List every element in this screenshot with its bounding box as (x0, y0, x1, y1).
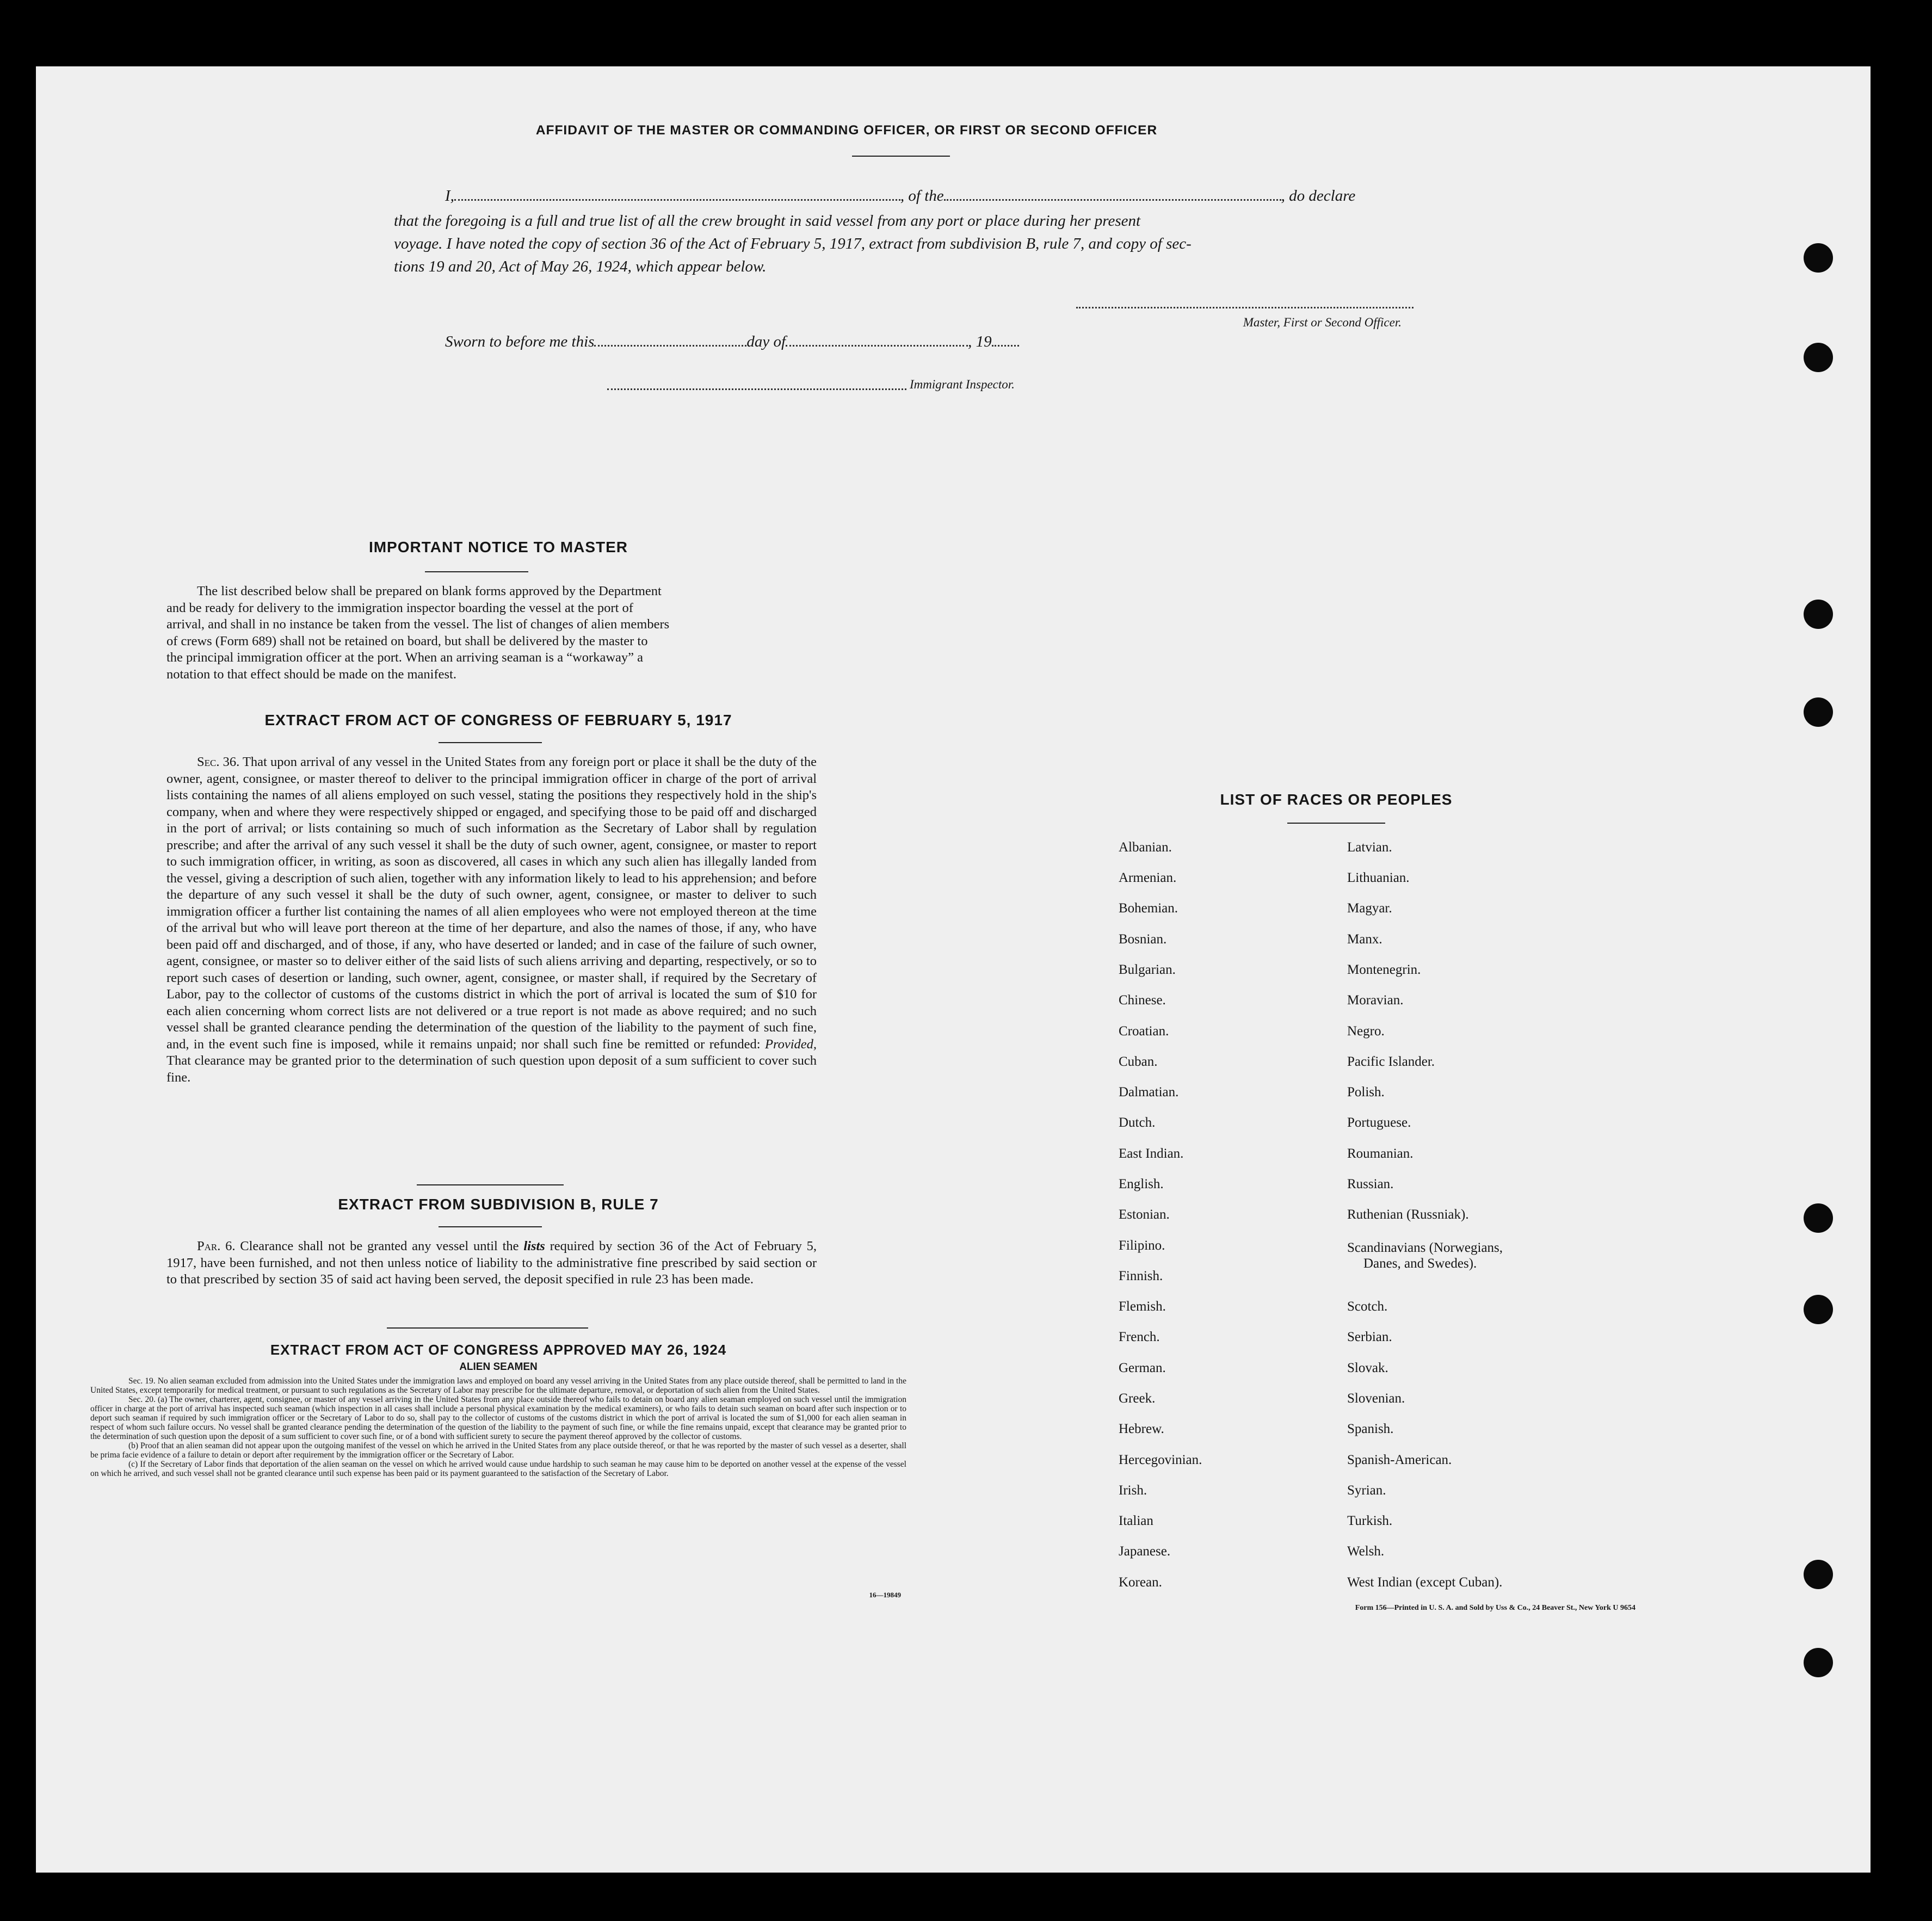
race-right-item: Moravian. (1347, 993, 1404, 1008)
act-1924-sec20a: Sec. 20. (a) The owner, charterer, agent, consignee, or master of any vessel arriving in the United States from any place outside thereof who fails to detain on board any alien seaman employed on such vessel until the immigration officer in charge at the port of arrival has inspected such seaman (which inspection in all cases shall include a personal physical examination by the medical examiners), or who fails to detain such seaman on board after such inspection or to deport such seaman if required by such immigration officer or the Secretary of Labor to do so, shall pay to the collector of customs of the customs district in which the port of arrival is located the sum of $1,000 for each alien seaman in respect of whom such failure occurs. No vessel shall be granted clearance pending the determination of the question of the liability to the payment of such fine, or while the fine remains unpaid, except that clearance may be granted prior to the determination of such question upon the deposit of a sum sufficient to cover such fine, or of a bond with sufficient surety to secure the payment thereof approved by the collector of customs. (90, 1395, 906, 1441)
race-right-item: West Indian (except Cuban). (1347, 1575, 1503, 1590)
punch-hole (1804, 243, 1833, 273)
rule7-text-before: Clearance shall not be granted any vessel until the (240, 1239, 519, 1253)
punch-hole (1804, 1648, 1833, 1677)
race-left-item: French. (1119, 1330, 1160, 1344)
race-right-item: Russian. (1347, 1177, 1394, 1191)
rule7-lists-word: lists (523, 1239, 545, 1253)
rule7-top-divider (417, 1184, 564, 1185)
race-left-item: Filipino. (1119, 1238, 1165, 1253)
title-underline (852, 156, 950, 157)
race-right-item: Latvian. (1347, 840, 1392, 855)
affidavit-of-the: , of the (900, 187, 944, 205)
act-1917-underline (439, 742, 542, 743)
act-1917-body: That upon arrival of any vessel in the United States from any foreign port or place it shall be the duty of the owner, agent, consignee, or master thereof to deliver to the principal immigration officer in charge of the port of arrival lists containing the names of all aliens employed on such vessel, stating the positions they respectively hold in the ship's company, when and where they were respectively shipped or engaged, and specifying those to be paid off and discharged in the port of arrival; or lists containing so much of such information as the Secretary of Labor shall by regulation prescribe; and after the arrival of any such vessel it shall be the duty of such owner, agent, consignee, or master to report to such immigration officer, in writing, as soon as discovered, all cases in which any such alien has illegally landed from the vessel, giving a description of such alien, together with any information likely to lead to his apprehension; and before the departure of any such vessel it shall be the duty of such owner, agent, consignee, or master to deliver to such immigration officer a further list containing the names of all alien employees who were not employed thereon at the time of the arrival but who will leave port thereon at the time of her departure, and also the names of those, if any, who have been paid off and discharged, and of those, if any, who have deserted or landed; and in case of the failure of such owner, agent, consignee, or master so to deliver either of the said lists of such aliens arriving and departing, respectively, or so to report such cases of desertion or landing, such owner, agent, consignee, or master shall, if required by the Secretary of Labor, pay to the collector of customs of the customs district in which the port of arrival is located the sum of $10 for each alien concerning whom correct lists are not delivered or a true report is not made as above required; and no such vessel shall be granted clearance pending the determination of the question of the liability to the payment of such fine, and, in the event such fine is imposed, while it remains unpaid; nor shall such fine be remitted or refunded: (166, 755, 817, 1052)
affidavit-line-2: that the foregoing is a full and true list of all the crew brought in said vessel from any port or place during her present (394, 212, 1141, 230)
race-left-item: Japanese. (1119, 1544, 1171, 1559)
affidavit-declaration-line (445, 187, 1452, 205)
inspector-caption: Immigrant Inspector. (910, 378, 1015, 391)
race-left-item: Irish. (1119, 1483, 1147, 1498)
act-1924-sec20c: (c) If the Secretary of Labor finds that deportation of the alien seaman on the vessel on which he arrived would cause undue hardship to such seaman he may cause him to be deported on another vessel at the expense of the vessel on which he arrived, and such vessel shall not be granted clearance until such expense has been paid or its payment guaranteed to the satisfaction of the Secretary of Labor. (90, 1460, 906, 1478)
race-left-item: Bulgarian. (1119, 962, 1176, 977)
race-left-item: Estonian. (1119, 1207, 1170, 1222)
race-right-item: Montenegrin. (1347, 962, 1421, 977)
rule7-par-label: Par. 6. (197, 1239, 236, 1253)
notice-line: The list described below shall be prepared on blank forms approved by the Department (197, 584, 662, 598)
print-code: 16—19849 (869, 1591, 901, 1599)
affidavit-declare: , do declare (1281, 187, 1356, 205)
affidavit-i: I, (445, 187, 454, 205)
act-1924-top-divider (387, 1327, 588, 1329)
race-left-item: Bosnian. (1119, 932, 1167, 947)
notice-line: arrival, and shall in no instance be taken from the vessel. The list of changes of alien members (166, 617, 670, 632)
notice-body (166, 583, 817, 683)
race-left-item: Italian (1119, 1514, 1153, 1528)
notice-title: IMPORTANT NOTICE TO MASTER (368, 539, 628, 555)
race-right-item: Turkish. (1347, 1514, 1393, 1528)
sworn-month-blank[interactable] (786, 333, 968, 347)
inspector-signature-line[interactable] (607, 388, 906, 390)
rule7-text (166, 1238, 817, 1288)
race-left-item: German. (1119, 1361, 1166, 1375)
race-left-item: Croatian. (1119, 1024, 1169, 1039)
act-1924-sec20b: (b) Proof that an alien seaman did not appear upon the outgoing manifest of the vessel on which he arrived in the United States from any place outside thereof, or that he was reported by the master of such vessel as a deserter, shall be prima facie evidence of a failure to detain or deport after requirement by the immigration officer or the Secretary of Labor. (90, 1441, 906, 1460)
race-right-item: Portuguese. (1347, 1115, 1411, 1130)
sworn-year-blank[interactable] (992, 333, 1019, 347)
race-right-item: Welsh. (1347, 1544, 1385, 1559)
race-left-item: Bohemian. (1119, 901, 1178, 916)
races-underline (1287, 823, 1385, 824)
race-left-item: Armenian. (1119, 870, 1177, 885)
notice-line: and be ready for delivery to the immigration inspector boarding the vessel at the port of (166, 600, 633, 615)
race-left-item: Finnish. (1119, 1269, 1163, 1283)
notice-line: of crews (Form 689) shall not be retained on board, but shall be delivered by the master to (166, 633, 648, 648)
race-right-item: Manx. (1347, 932, 1382, 947)
punch-hole (1804, 1295, 1833, 1324)
master-signature-line[interactable] (1076, 307, 1413, 308)
act-1917-proviso-text: That clearance may be granted prior to the determination of such question upon deposit of a sum sufficient to cover such fine. (166, 1053, 817, 1085)
act-1917-text (166, 754, 817, 1086)
race-right-item: Negro. (1347, 1024, 1385, 1039)
race-left-item: Korean. (1119, 1575, 1162, 1590)
race-left-item: East Indian. (1119, 1146, 1184, 1161)
race-left-item: English. (1119, 1177, 1164, 1191)
race-right-item: Serbian. (1347, 1330, 1392, 1344)
race-left-item: Dutch. (1119, 1115, 1156, 1130)
sworn-prefix: Sworn to before me this (445, 333, 595, 350)
race-right-item: Spanish-American. (1347, 1453, 1452, 1467)
vessel-blank[interactable] (944, 187, 1281, 201)
notice-line: the principal immigration officer at the port. When an arriving seaman is a “workaway” a (166, 650, 644, 665)
race-left-item: Cuban. (1119, 1054, 1158, 1069)
rule7-underline (439, 1226, 542, 1227)
race-right-item: Pacific Islander. (1347, 1054, 1435, 1069)
punch-hole (1804, 1560, 1833, 1589)
race-left-item: Hebrew. (1119, 1422, 1164, 1436)
affidavit-line-4: tions 19 and 20, Act of May 26, 1924, which appear below. (394, 258, 767, 275)
race-right-item: Magyar. (1347, 901, 1392, 916)
affidavit-line-3: voyage. I have noted the copy of section 36 of the Act of February 5, 1917, extract from subdivision B, rule 7, and copy of sec- (394, 235, 1192, 252)
notice-underline (425, 571, 528, 572)
race-right-item: Slovenian. (1347, 1391, 1405, 1406)
form-footer: Form 156—Printed in U. S. A. and Sold by Uss & Co., 24 Beaver St., New York U 9654 (1355, 1604, 1635, 1612)
act-1917-proviso-label: Provided, (764, 1036, 817, 1052)
act-1917-section-label: Sec. 36. (197, 755, 240, 769)
act-1917-title: EXTRACT FROM ACT OF CONGRESS OF FEBRUARY 5, 1917 (264, 712, 732, 728)
sworn-line (445, 333, 1152, 351)
race-right-item: Polish. (1347, 1085, 1385, 1100)
name-blank[interactable] (454, 187, 900, 201)
document-sheet (36, 66, 1871, 1873)
rule7-text-after: required by section 36 of the Act of February 5, 1917, have been furnished, and not then unless notice of liability to the administrative fine prescribed by said section or to that prescribed by section 35 of said act having been served, the deposit specified in rule 23 has been made. (166, 1239, 817, 1287)
notice-line: notation to that effect should be made on the manifest. (166, 666, 456, 682)
sworn-day-blank[interactable] (594, 333, 746, 347)
punch-hole (1804, 1203, 1833, 1233)
race-left-item: Dalmatian. (1119, 1085, 1179, 1100)
race-right-item: Roumanian. (1347, 1146, 1413, 1161)
races-title: LIST OF RACES OR PEOPLES (1220, 791, 1453, 808)
race-right-item: Slovak. (1347, 1361, 1388, 1375)
act-1924-text (90, 1376, 906, 1478)
race-right-item: Lithuanian. (1347, 870, 1410, 885)
punch-hole (1804, 697, 1833, 727)
race-right-item: Spanish. (1347, 1422, 1394, 1436)
affidavit-title: AFFIDAVIT OF THE MASTER OR COMMANDING OFFICER, OR FIRST OR SECOND OFFICER (535, 123, 1158, 138)
sworn-day-of: day of (746, 333, 786, 350)
race-left-item: Hercegovinian. (1119, 1453, 1202, 1467)
race-left-item: Flemish. (1119, 1299, 1166, 1314)
race-left-item: Albanian. (1119, 840, 1172, 855)
master-caption: Master, First or Second Officer. (1243, 316, 1402, 329)
race-right-item: Scandinavians (Norwegians, (1347, 1240, 1503, 1255)
act-1924-subtitle: ALIEN SEAMEN (459, 1361, 538, 1373)
sworn-year: , 19 (968, 333, 992, 350)
race-right-item: Ruthenian (Russniak). (1347, 1207, 1469, 1222)
race-right-item: Syrian. (1347, 1483, 1386, 1498)
race-right-item: Scotch. (1347, 1299, 1388, 1314)
act-1924-sec19: Sec. 19. No alien seaman excluded from admission into the United States under the immigration laws and employed on board any vessel arriving in the United States from any place outside thereof, shall be permitted to land in the United States, except temporarily for medical treatment, or pursuant to such regulations as the Secretary of Labor may prescribe for the ultimate departure, removal, or deportation of such alien from the United States. (90, 1376, 906, 1395)
act-1924-title: EXTRACT FROM ACT OF CONGRESS APPROVED MAY 26, 1924 (270, 1342, 727, 1358)
rule7-title: EXTRACT FROM SUBDIVISION B, RULE 7 (338, 1196, 659, 1213)
race-left-item: Greek. (1119, 1391, 1156, 1406)
punch-hole (1804, 343, 1833, 372)
race-right-item: Danes, and Swedes). (1363, 1256, 1477, 1271)
punch-hole (1804, 600, 1833, 629)
race-left-item: Chinese. (1119, 993, 1166, 1008)
